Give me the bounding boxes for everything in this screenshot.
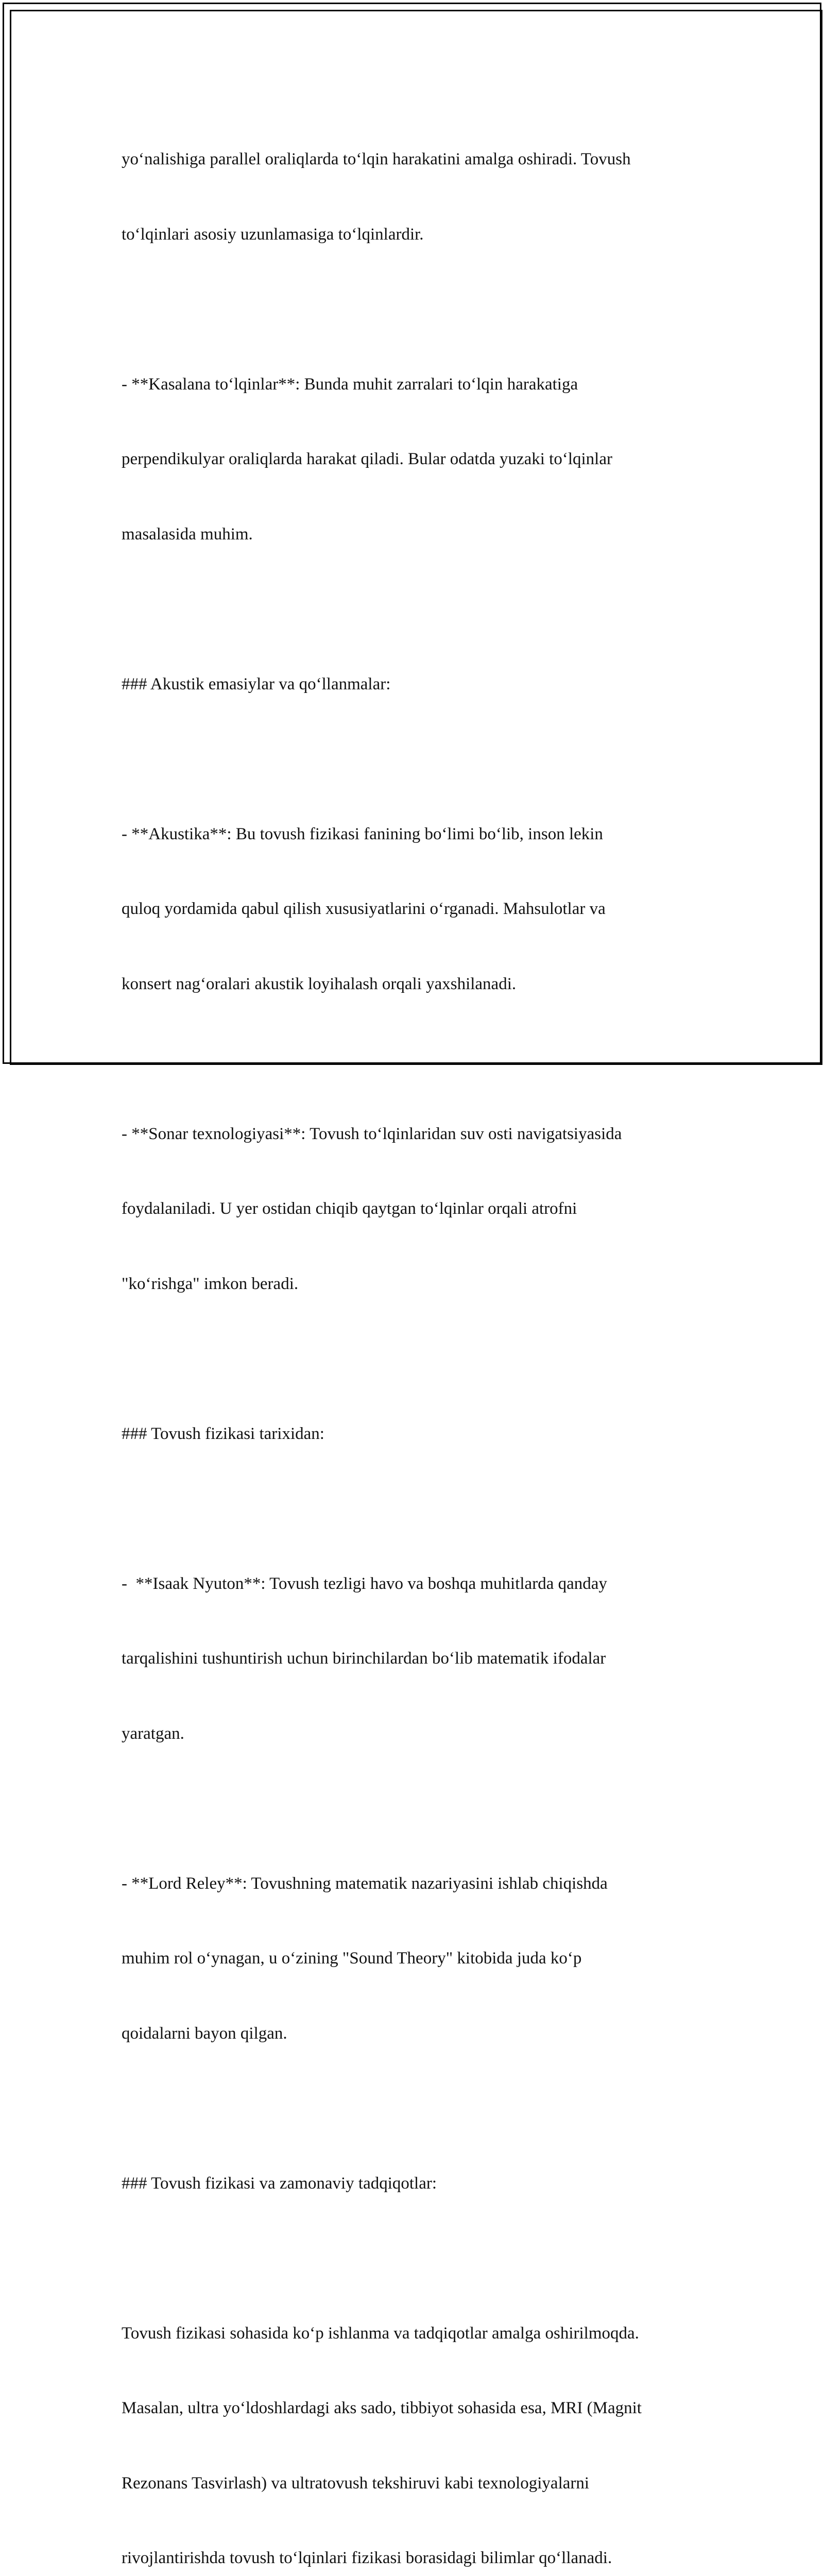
paragraph-rayleigh — [122, 1821, 714, 2096]
text-line: - **Akustika**: Bu tovush fizikasi fanining bo‘limi bo‘lib, inson lekin — [122, 822, 714, 847]
text-line: Rezonans Tasvirlash) va ultratovush tekshiruvi kabi texnologiyalarni — [122, 2471, 714, 2496]
text-line: yaratgan. — [122, 1721, 714, 1747]
text-line: - **Lord Reley**: Tovushning matematik nazariyasini ishlab chiqishda — [122, 1871, 714, 1896]
text-line: yo‘nalishiga parallel oraliqlarda to‘lqin harakatini amalga oshiradi. Tovush — [122, 147, 714, 172]
text-line: Tovush fizikasi sohasida ko‘p ishlanma va tadqiqotlar amalga oshirilmoqda. — [122, 2321, 714, 2346]
heading-line: ### Akustik emasiylar va qo‘llanmalar: — [122, 672, 714, 697]
text-line: masalasida muhim. — [122, 522, 714, 547]
text-line: foydalaniladi. U yer ostidan chiqib qaytgan to‘lqinlar orqali atrofni — [122, 1196, 714, 1222]
text-line: - **Isaak Nyuton**: Tovush tezligi havo va boshqa muhitlarda qanday — [122, 1571, 714, 1597]
paragraph-wave-direction — [122, 97, 714, 297]
heading-modern-research — [122, 2121, 714, 2246]
text-line: Masalan, ultra yo‘ldoshlardagi aks sado, tibbiyot sohasida esa, MRI (Magnit — [122, 2396, 714, 2421]
heading-line: ### Tovush fizikasi tarixidan: — [122, 1421, 714, 1447]
text-line: qoidalarni bayon qilgan. — [122, 2021, 714, 2046]
text-line: "ko‘rishga" imkon beradi. — [122, 1272, 714, 1297]
text-line: - **Kasalana to‘lqinlar**: Bunda muhit zarralari to‘lqin harakatiga — [122, 372, 714, 397]
heading-history — [122, 1371, 714, 1497]
paragraph-newton — [122, 1521, 714, 1797]
paragraph-sonar — [122, 1072, 714, 1347]
paragraph-acoustics — [122, 772, 714, 1047]
text-line: rivojlantirishda tovush to‘lqinlari fizikasi borasidagi bilimlar qo‘llanadi. — [122, 2546, 714, 2571]
document-body — [122, 97, 714, 2576]
heading-acoustic-applications — [122, 622, 714, 747]
text-line: - **Sonar texnologiyasi**: Tovush to‘lqinlaridan suv osti navigatsiyasida — [122, 1122, 714, 1147]
text-line: quloq yordamida qabul qilish xususiyatlarini o‘rganadi. Mahsulotlar va — [122, 896, 714, 922]
text-line: muhim rol o‘ynagan, u o‘zining "Sound Theory" kitobida juda ko‘p — [122, 1946, 714, 1971]
paragraph-transverse-waves — [122, 322, 714, 597]
paragraph-modern-research — [122, 2271, 714, 2576]
heading-line: ### Tovush fizikasi va zamonaviy tadqiqotlar: — [122, 2171, 714, 2196]
text-line: konsert nag‘oralari akustik loyihalash orqali yaxshilanadi. — [122, 972, 714, 997]
text-line: perpendikulyar oraliqlarda harakat qiladi. Bular odatda yuzaki to‘lqinlar — [122, 447, 714, 472]
text-line: to‘lqinlari asosiy uzunlamasiga to‘lqinlardir. — [122, 222, 714, 247]
text-line: tarqalishini tushuntirish uchun birinchilardan bo‘lib matematik ifodalar — [122, 1646, 714, 1671]
